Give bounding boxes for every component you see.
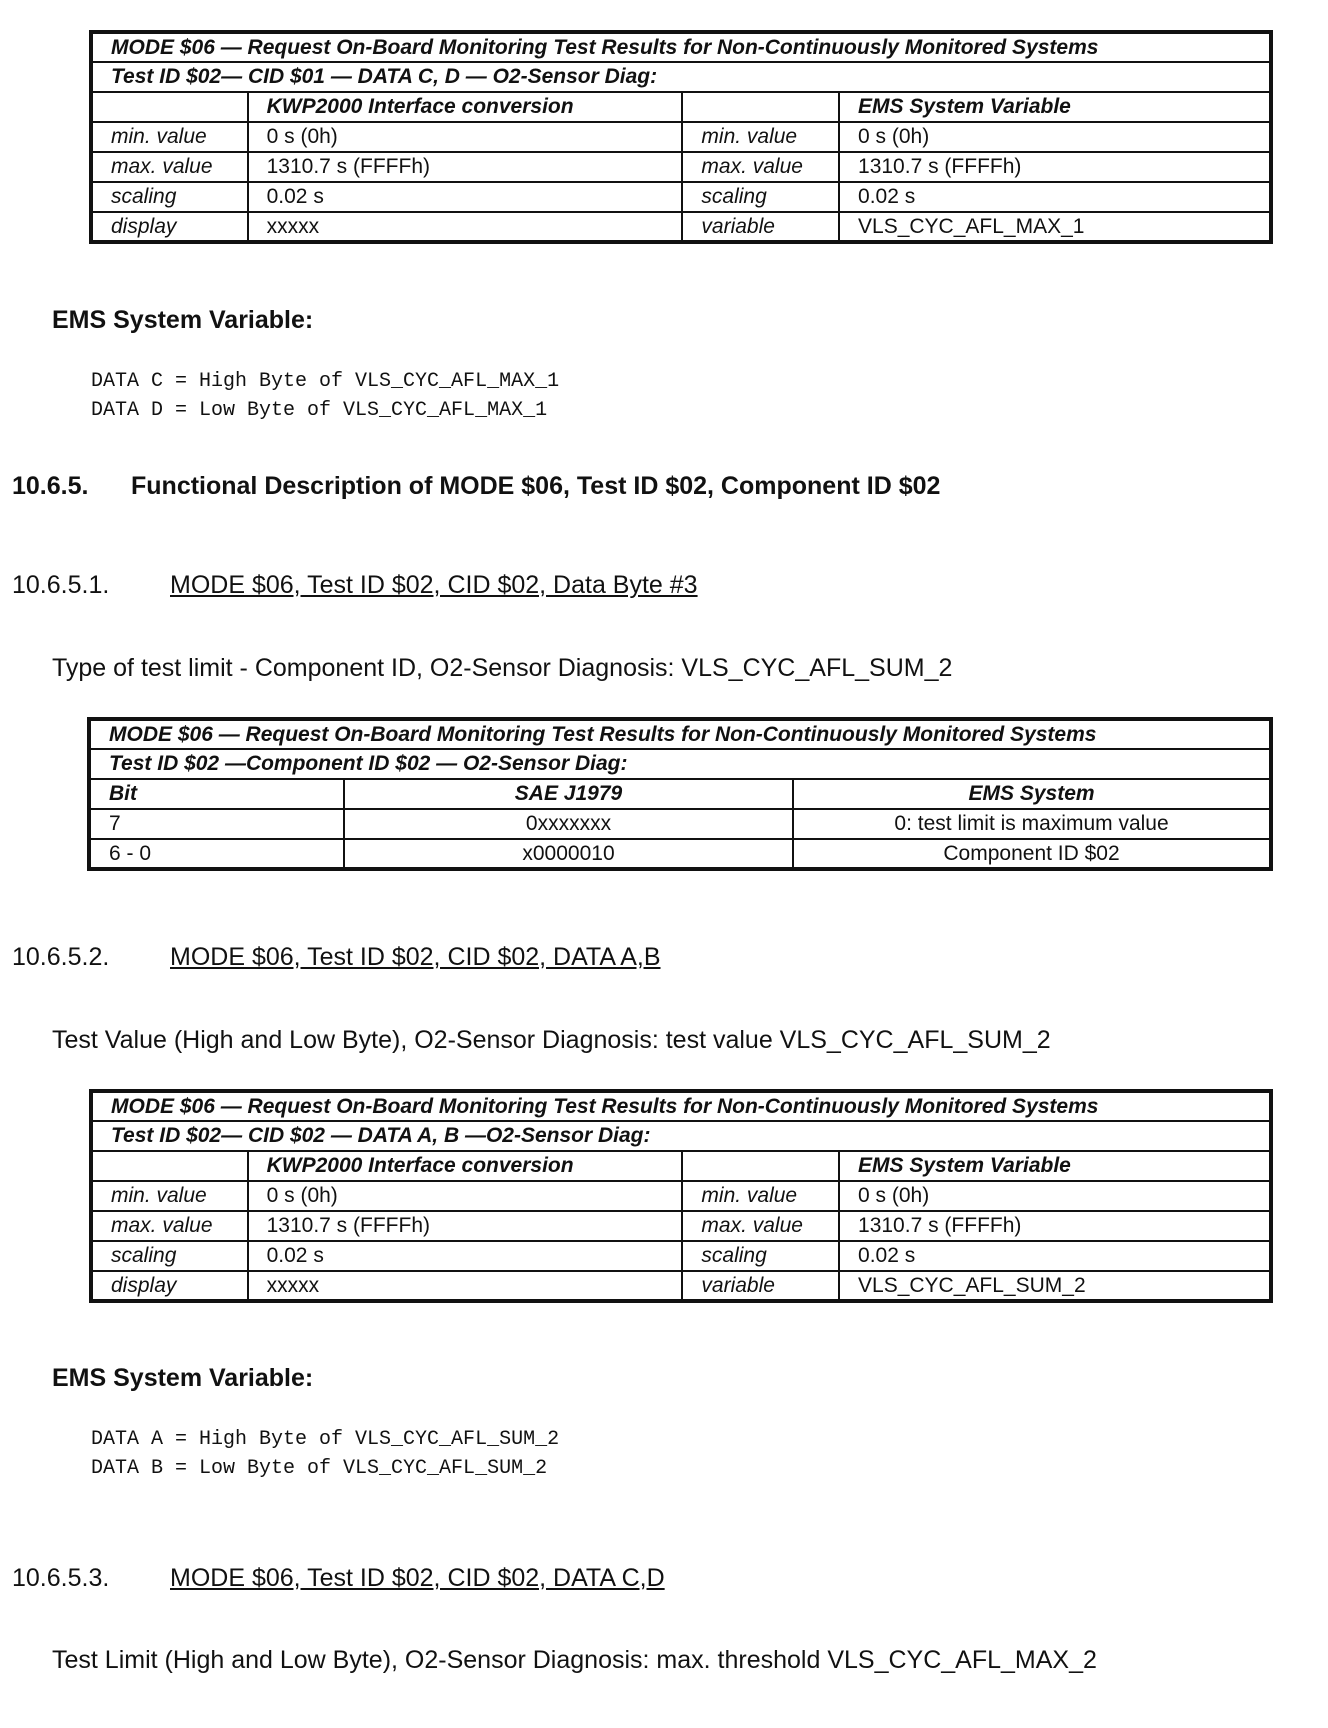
empty-header-cell [91, 92, 248, 122]
row-label: max. value [682, 152, 839, 182]
table-title-row [89, 719, 1271, 749]
table-test02-component-id [87, 717, 1273, 871]
empty-header-cell [682, 1151, 839, 1181]
table-row [89, 839, 1271, 869]
section-number: 10.6.5.3. [12, 1564, 110, 1592]
bit-cell: 6 - 0 [89, 839, 344, 869]
section-text: Test Value (High and Low Byte), O2-Sensor Diagnosis: test value VLS_CYC_AFL_SUM_2 [52, 1026, 1051, 1054]
row-value: xxxxx [248, 1271, 683, 1301]
row-value: xxxxx [248, 212, 683, 242]
row-label: max. value [91, 1211, 248, 1241]
row-label: min. value [91, 1181, 248, 1211]
code-line: DATA D = Low Byte of VLS_CYC_AFL_MAX_1 [91, 399, 548, 422]
table-title-row [91, 32, 1271, 62]
section-title: MODE $06, Test ID $02, CID $02, DATA A,B [170, 943, 661, 971]
section-heading-10-6-5 [12, 472, 940, 501]
empty-header-cell [682, 92, 839, 122]
row-value: 0.02 s [248, 182, 683, 212]
table-subtitle-row [89, 749, 1271, 779]
section-number: 10.6.5.1. [12, 571, 110, 599]
empty-header-cell [91, 1151, 248, 1181]
ems-cell: Component ID $02 [793, 839, 1271, 869]
row-value: 0.02 s [248, 1241, 683, 1271]
col-header-sae: SAE J1979 [344, 779, 793, 809]
col-header-ems: EMS System Variable [839, 92, 1271, 122]
col-header-ems: EMS System [793, 779, 1271, 809]
row-label: min. value [682, 1181, 839, 1211]
row-label: scaling [682, 182, 839, 212]
table-row [91, 1211, 1271, 1241]
table-subtitle: Test ID $02— CID $01 — DATA C, D — O2-Sensor Diag: [91, 62, 1271, 92]
table-subtitle: Test ID $02— CID $02 — DATA A, B —O2-Sensor Diag: [91, 1121, 1271, 1151]
table-subtitle-row [91, 1121, 1271, 1151]
table-row [91, 1271, 1271, 1301]
row-label: variable [682, 212, 839, 242]
section-number: 10.6.5.2. [12, 943, 110, 971]
table-test02-cid01-data-cd [89, 30, 1273, 244]
table-title-row [91, 1091, 1271, 1121]
col-header-ems: EMS System Variable [839, 1151, 1271, 1181]
row-value: 0 s (0h) [839, 1181, 1271, 1211]
col-header-kwp: KWP2000 Interface conversion [248, 1151, 683, 1181]
row-value: 1310.7 s (FFFFh) [839, 152, 1271, 182]
row-value: 0 s (0h) [248, 122, 683, 152]
section-title: MODE $06, Test ID $02, CID $02, Data Byte #3 [170, 571, 698, 599]
row-value: 0 s (0h) [839, 122, 1271, 152]
row-label: scaling [91, 182, 248, 212]
row-value: 1310.7 s (FFFFh) [839, 1211, 1271, 1241]
table-header-row [91, 1151, 1271, 1181]
col-header-bit: Bit [89, 779, 344, 809]
ems-variable-code-2 [91, 1425, 559, 1483]
section-text: Type of test limit - Component ID, O2-Sensor Diagnosis: VLS_CYC_AFL_SUM_2 [52, 654, 953, 682]
ems-variable-heading-2: EMS System Variable: [52, 1364, 314, 1392]
bit-cell: 7 [89, 809, 344, 839]
row-value: VLS_CYC_AFL_SUM_2 [839, 1271, 1271, 1301]
table-title: MODE $06 — Request On-Board Monitoring Test Results for Non-Continuously Monitored Systems [91, 1091, 1271, 1121]
table-row [91, 182, 1271, 212]
row-label: scaling [91, 1241, 248, 1271]
sae-cell: 0xxxxxxx [344, 809, 793, 839]
row-value: 1310.7 s (FFFFh) [248, 1211, 683, 1241]
table-test02-cid02-data-ab [89, 1089, 1273, 1303]
table-title: MODE $06 — Request On-Board Monitoring Test Results for Non-Continuously Monitored Systems [91, 32, 1271, 62]
col-header-kwp: KWP2000 Interface conversion [248, 92, 683, 122]
section-heading-10-6-5-2 [12, 943, 661, 972]
table-row [91, 122, 1271, 152]
section-text: Test Limit (High and Low Byte), O2-Sensor Diagnosis: max. threshold VLS_CYC_AFL_MAX_2 [52, 1646, 1097, 1674]
row-label: max. value [682, 1211, 839, 1241]
table-subtitle-row [91, 62, 1271, 92]
code-line: DATA C = High Byte of VLS_CYC_AFL_MAX_1 [91, 370, 560, 393]
row-label: min. value [91, 122, 248, 152]
section-number: 10.6.5. [12, 472, 89, 500]
sae-cell: x0000010 [344, 839, 793, 869]
table-row [91, 212, 1271, 242]
table-header-row [89, 779, 1271, 809]
table-row [91, 1241, 1271, 1271]
section-heading-10-6-5-3 [12, 1564, 665, 1593]
section-heading-10-6-5-1 [12, 571, 698, 600]
table-row [89, 809, 1271, 839]
row-label: max. value [91, 152, 248, 182]
table-row [91, 152, 1271, 182]
section-title: MODE $06, Test ID $02, CID $02, DATA C,D [170, 1564, 665, 1592]
row-value: 0.02 s [839, 182, 1271, 212]
table-subtitle: Test ID $02 —Component ID $02 — O2-Sensor Diag: [89, 749, 1271, 779]
row-label: display [91, 212, 248, 242]
row-value: 0.02 s [839, 1241, 1271, 1271]
ems-variable-code-1 [91, 367, 559, 425]
ems-variable-heading-1: EMS System Variable: [52, 306, 314, 334]
table-row [91, 1181, 1271, 1211]
row-label: scaling [682, 1241, 839, 1271]
code-line: DATA B = Low Byte of VLS_CYC_AFL_SUM_2 [91, 1457, 548, 1480]
row-value: 0 s (0h) [248, 1181, 683, 1211]
table-title: MODE $06 — Request On-Board Monitoring Test Results for Non-Continuously Monitored Systems [89, 719, 1271, 749]
section-title: Functional Description of MODE $06, Test ID $02, Component ID $02 [131, 472, 941, 500]
row-label: display [91, 1271, 248, 1301]
row-label: variable [682, 1271, 839, 1301]
row-value: 1310.7 s (FFFFh) [248, 152, 683, 182]
row-label: min. value [682, 122, 839, 152]
ems-cell: 0: test limit is maximum value [793, 809, 1271, 839]
code-line: DATA A = High Byte of VLS_CYC_AFL_SUM_2 [91, 1428, 560, 1451]
row-value: VLS_CYC_AFL_MAX_1 [839, 212, 1271, 242]
table-header-row [91, 92, 1271, 122]
